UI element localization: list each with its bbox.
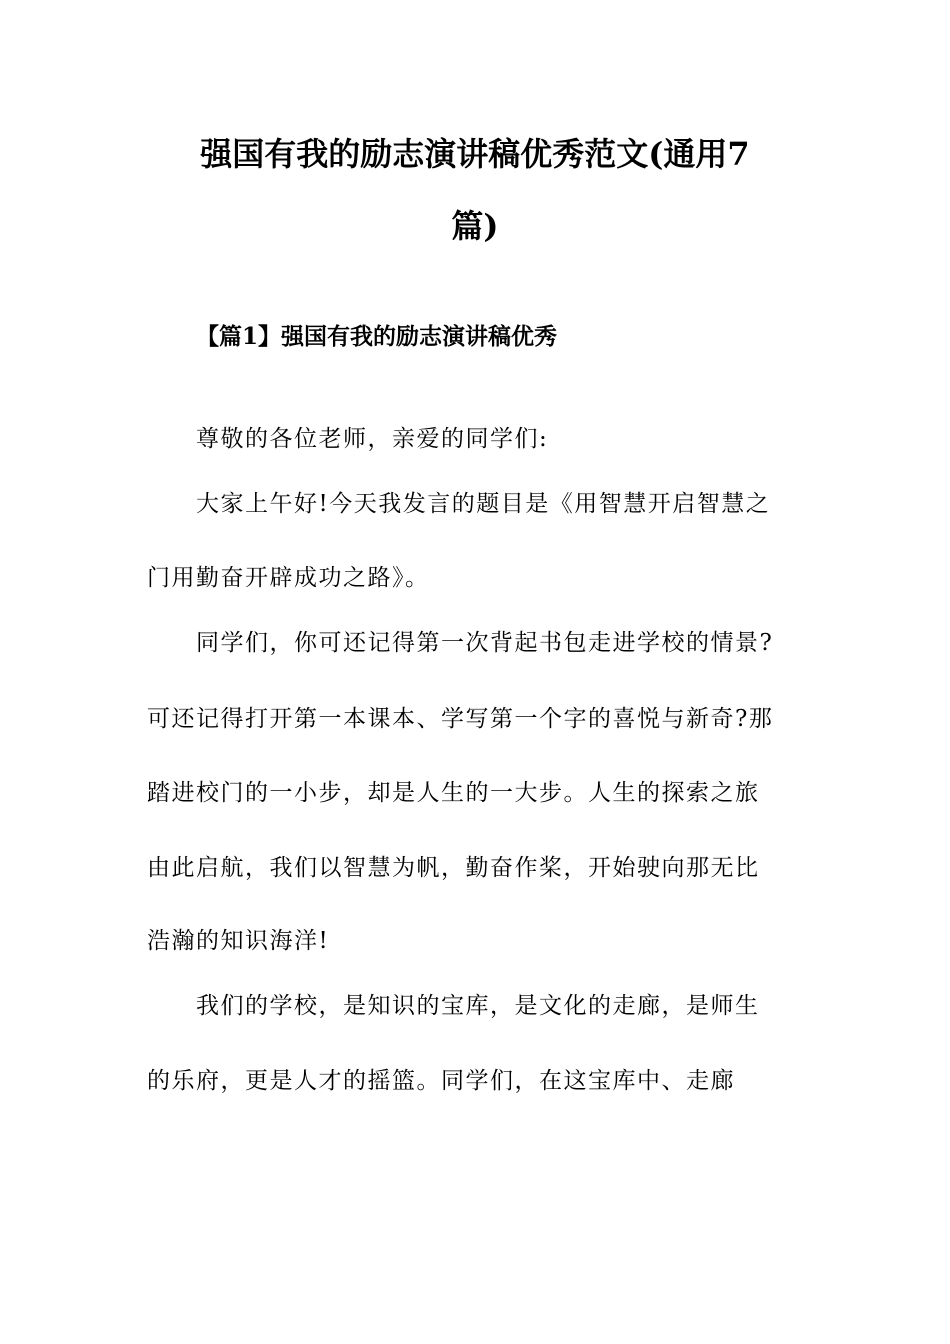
document-title-line-1: 强国有我的励志演讲稿优秀范文(通用7 xyxy=(200,135,750,173)
paragraph-line: 浩瀚的知识海洋! xyxy=(147,928,330,954)
paragraph-line: 可还记得打开第一本课本、学写第一个字的喜悦与新奇?那 xyxy=(147,706,774,732)
paragraph-line: 的乐府，更是人才的摇篮。同学们，在这宝库中、走廊 xyxy=(147,1068,735,1094)
paragraph-line: 由此启航，我们以智慧为帆，勤奋作桨，开始驶向那无比 xyxy=(147,855,760,881)
paragraph-line: 我们的学校，是知识的宝库，是文化的走廊，是师生 xyxy=(196,993,760,1019)
paragraph-line: 门用勤奋开辟成功之路》。 xyxy=(147,565,430,591)
paragraph-line: 踏进校门的一小步，却是人生的一大步。人生的探索之旅 xyxy=(147,780,760,806)
document-title-line-2: 篇) xyxy=(451,207,499,245)
paragraph-line: 大家上午好!今天我发言的题目是《用智慧开启智慧之 xyxy=(196,491,771,517)
paragraph-line: 同学们，你可还记得第一次背起书包走进学校的情景? xyxy=(196,630,774,656)
paragraph-line: 尊敬的各位老师，亲爱的同学们: xyxy=(196,426,549,452)
section-heading: 【篇1】强国有我的励志演讲稿优秀 xyxy=(196,323,558,350)
